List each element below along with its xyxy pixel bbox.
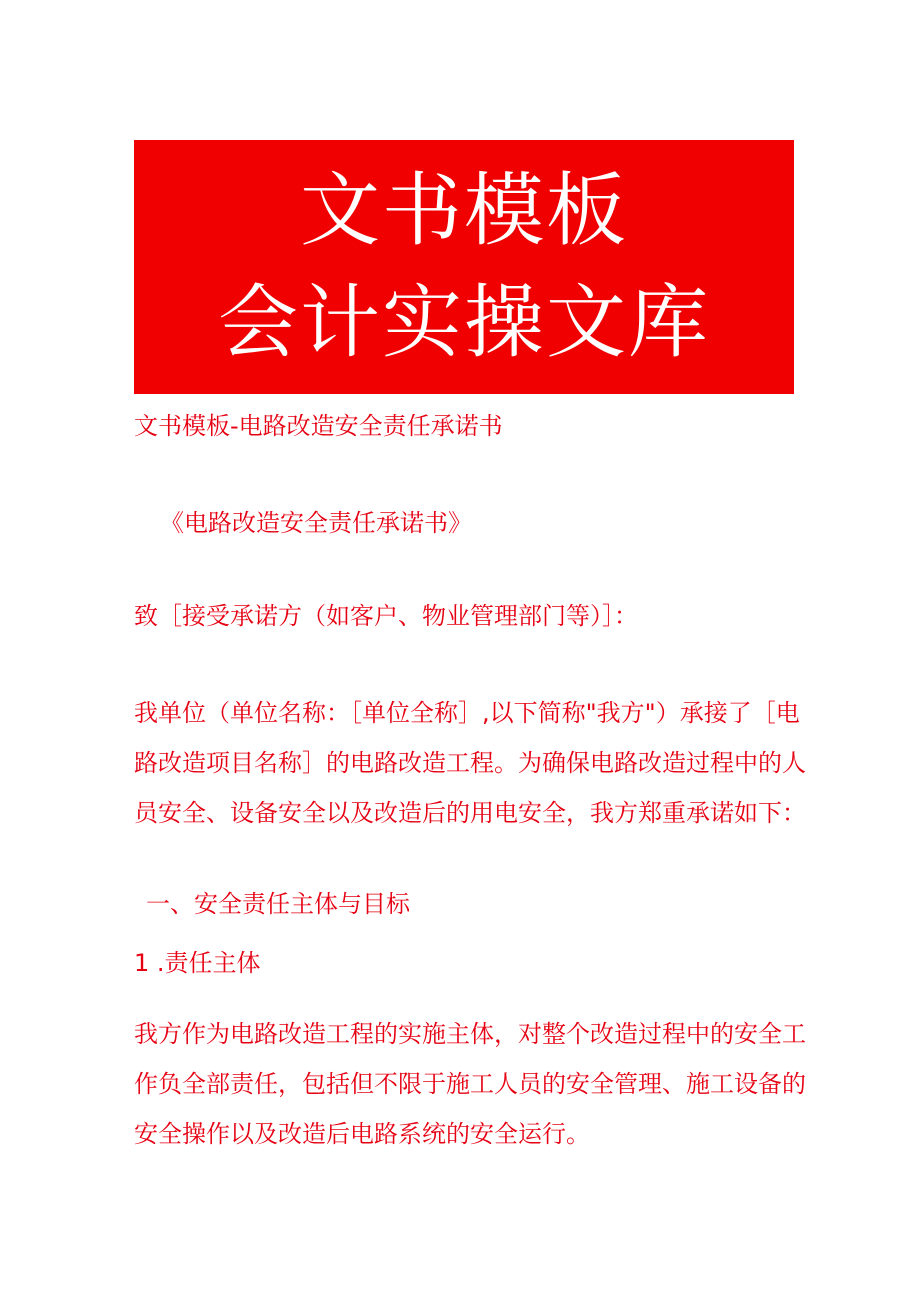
banner-title-line-1: 文书模板 bbox=[300, 164, 628, 257]
body-line: 作负全部责任，包括但不限于施工人员的安全管理、施工设备的 bbox=[134, 1070, 806, 1098]
intro-line: 员安全、设备安全以及改造后的用电安全，我方郑重承诺如下： bbox=[134, 799, 806, 827]
intro-line: 我单位（单位名称：［单位全称］,以下简称"我方"）承接了［电 bbox=[134, 699, 800, 727]
subsection-1-body bbox=[134, 1009, 806, 1159]
body-line: 安全操作以及改造后电路系统的安全运行。 bbox=[134, 1120, 590, 1148]
header-banner bbox=[134, 140, 794, 394]
banner-title-line-2: 会计实操文库 bbox=[218, 276, 710, 369]
section-1-title: 一、安全责任主体与目标 bbox=[146, 890, 410, 918]
recipient-line: 致［接受承诺方（如客户、物业管理部门等）］： bbox=[134, 602, 638, 630]
document-heading: 《电路改造安全责任承诺书》 bbox=[160, 509, 472, 537]
body-line: 我方作为电路改造工程的实施主体，对整个改造过程中的安全工 bbox=[134, 1020, 806, 1048]
subsection-1-title: 1 .责任主体 bbox=[134, 949, 261, 977]
document-title: 文书模板-电路改造安全责任承诺书 bbox=[134, 412, 503, 440]
intro-paragraph bbox=[134, 688, 806, 838]
intro-line: 路改造项目名称］的电路改造工程。为确保电路改造过程中的人 bbox=[134, 749, 806, 777]
